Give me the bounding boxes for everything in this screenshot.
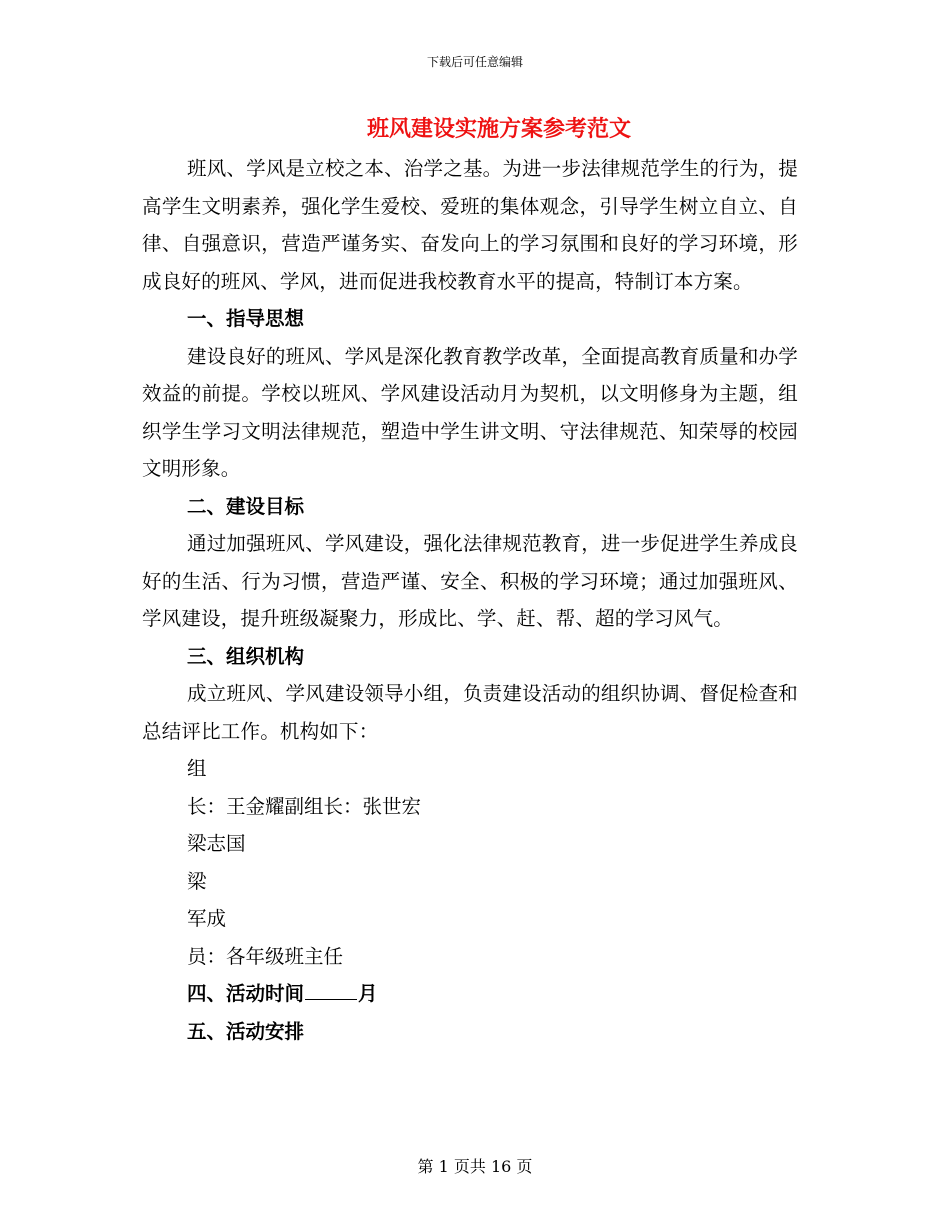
- activity-time-label: 四、活动时间: [187, 982, 305, 1005]
- org-line: 员：各年级班主任: [187, 944, 344, 968]
- section-heading-activity-schedule: 五、活动安排: [187, 1019, 305, 1043]
- document-title: 班风建设实施方案参考范文: [366, 117, 631, 142]
- section-body-goals: 通过加强班风、学风建设，强化法律规范教育，进一步促进学生养成良好的生活、行为习惯，营造严谨、安全、积极的学习环境；通过加强班风、学风建设，提升班级凝聚力，形成比、学、赶、帮、超的学习风气。: [142, 532, 798, 630]
- org-line: 军成: [187, 907, 227, 930]
- org-line: 梁: [187, 869, 207, 893]
- page-number: 第 1 页共 16 页: [417, 1157, 533, 1176]
- activity-time-month: 月: [358, 982, 378, 1005]
- section-body-organization: 成立班风、学风建设领导小组，负责建设活动的组织协调、督促检查和总结评比工作。机构如下：: [142, 682, 798, 743]
- section-heading-goals: 二、建设目标: [187, 494, 305, 518]
- page-header-note: 下载后可任意编辑: [426, 55, 523, 69]
- section-body-guiding-ideology: 建设良好的班风、学风是深化教育教学改革，全面提高教育质量和办学效益的前提。学校以班风、学风建设活动月为契机，以文明修身为主题，组织学生学习文明法律规范，塑造中学生讲文明、守法律规范、知荣辱的校园文明形象。: [142, 344, 798, 480]
- org-line: 组: [187, 757, 207, 780]
- section-heading-organization: 三、组织机构: [187, 644, 305, 668]
- section-heading-guiding-ideology: 一、指导思想: [187, 307, 305, 330]
- blank-underline: [305, 977, 357, 1000]
- org-line: 长：王金耀副组长：张世宏: [187, 794, 422, 818]
- org-line: 梁志国: [187, 832, 246, 855]
- section-heading-activity-time: [142, 975, 798, 1013]
- intro-paragraph: 班风、学风是立校之本、治学之基。为进一步法律规范学生的行为，提高学生文明素养，强化学生爱校、爱班的集体观念，引导学生树立自立、自律、自强意识，营造严谨务实、奋发向上的学习氛围和良好的学习环境，形成良好的班风、学风，进而促进我校教育水平的提高，特制订本方案。: [142, 157, 798, 293]
- document-body: [142, 150, 798, 1050]
